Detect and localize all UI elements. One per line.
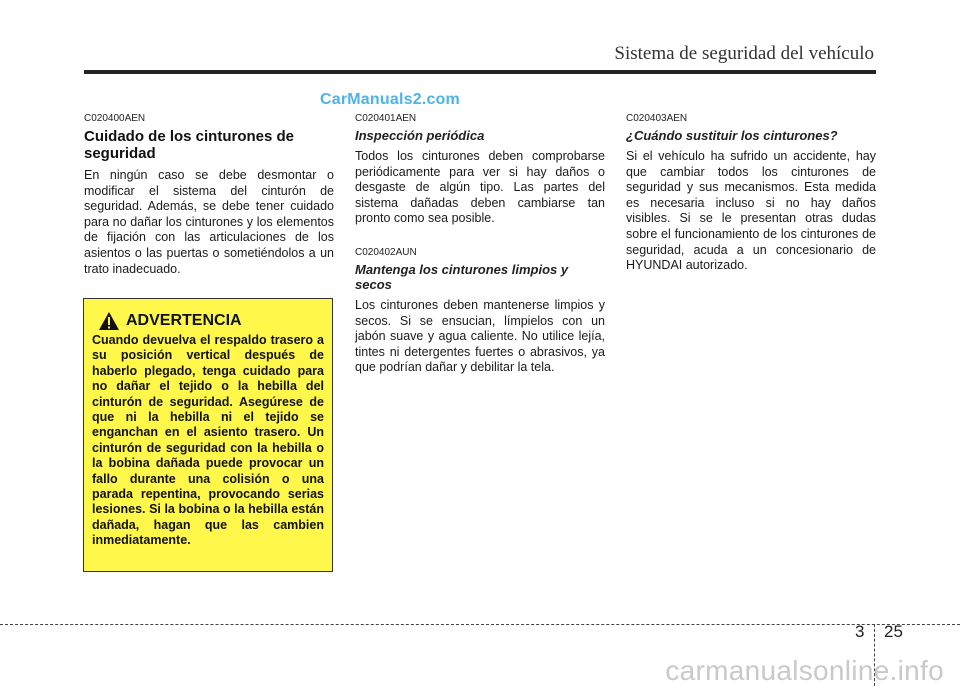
section-body: Todos los cinturones deben comprobarse periódicamente para ver si hay daños o desgaste de algún tipo. Las partes del sistema dañadas deben cambiarse tan pronto como sea posible. <box>355 149 605 226</box>
column-left <box>84 113 334 277</box>
warning-text: Cuando devuelva el respaldo trasero a su posición vertical después de haberlo plegado, tenga cuidado para no dañar el tejido o la hebilla del cinturón de seguridad. Asegúrese de que ni la hebilla ni el tejido se enganchan en el asiento trasero. Un cinturón de seguridad con la hebilla o la bobina dañada puede provocar un fallo durante una colisión o una parada repentina, provocando serias lesiones. Si la bobina o la hebilla están dañada, hagan que las cambien inmediatamente. <box>92 333 324 548</box>
watermark-bottom: carmanualsonline.info <box>665 655 944 686</box>
warning-header <box>98 311 324 331</box>
warning-title: ADVERTENCIA <box>126 312 242 329</box>
section-heading: Inspección periódica <box>355 128 485 143</box>
section-body: Si el vehículo ha sufrido un accidente, hay que cambiar todos los cinturones de seguridad y sus mecanismos. Esta medida es necesaria incluso si no hay daños visibles. Si se le presentan otras dudas sobre el funcionamiento de los cinturones de seguridad, acuda a un concesionario de HYUNDAI autorizado. <box>626 149 876 273</box>
header-rule <box>84 70 876 74</box>
section-code: C020401AEN <box>355 113 417 124</box>
page-header-title: Sistema de seguridad del vehículo <box>614 43 874 64</box>
section-body: Los cinturones deben mantenerse limpios y secos. Si se ensucian, límpielos con un jabón suave y agua caliente. No utilice lejía, tintes ni detergentes fuertes o abrasivos, ya que podrían dañar y debilitar la tela. <box>355 297 605 375</box>
warning-triangle-icon <box>98 311 120 331</box>
section-code: C020402AUN <box>355 246 417 258</box>
warning-box <box>83 298 333 572</box>
section-code: C020403AEN <box>626 113 688 124</box>
section-heading: Cuidado de los cinturones de seguridad <box>84 128 295 162</box>
column-right <box>626 113 876 274</box>
section-body: En ningún caso se debe desmontar o modificar el sistema del cinturón de seguridad. Además, se debe tener cuidado para no dañar los cinturones y los elementos de fijación con las articulaciones de los asientos o las puertas o sometiéndolos a un trato inadecuado. <box>84 168 334 276</box>
column-middle <box>355 113 605 376</box>
watermark-top: CarManuals2.com <box>320 91 460 108</box>
chapter-number: 3 <box>855 622 865 641</box>
section-heading: ¿Cuándo sustituir los cinturones? <box>626 128 838 143</box>
section-code: C020400AEN <box>84 113 146 124</box>
page-number: 25 <box>884 622 903 641</box>
footer-rule <box>0 624 960 625</box>
section-heading: Mantenga los cinturones limpios y secos <box>355 261 569 292</box>
